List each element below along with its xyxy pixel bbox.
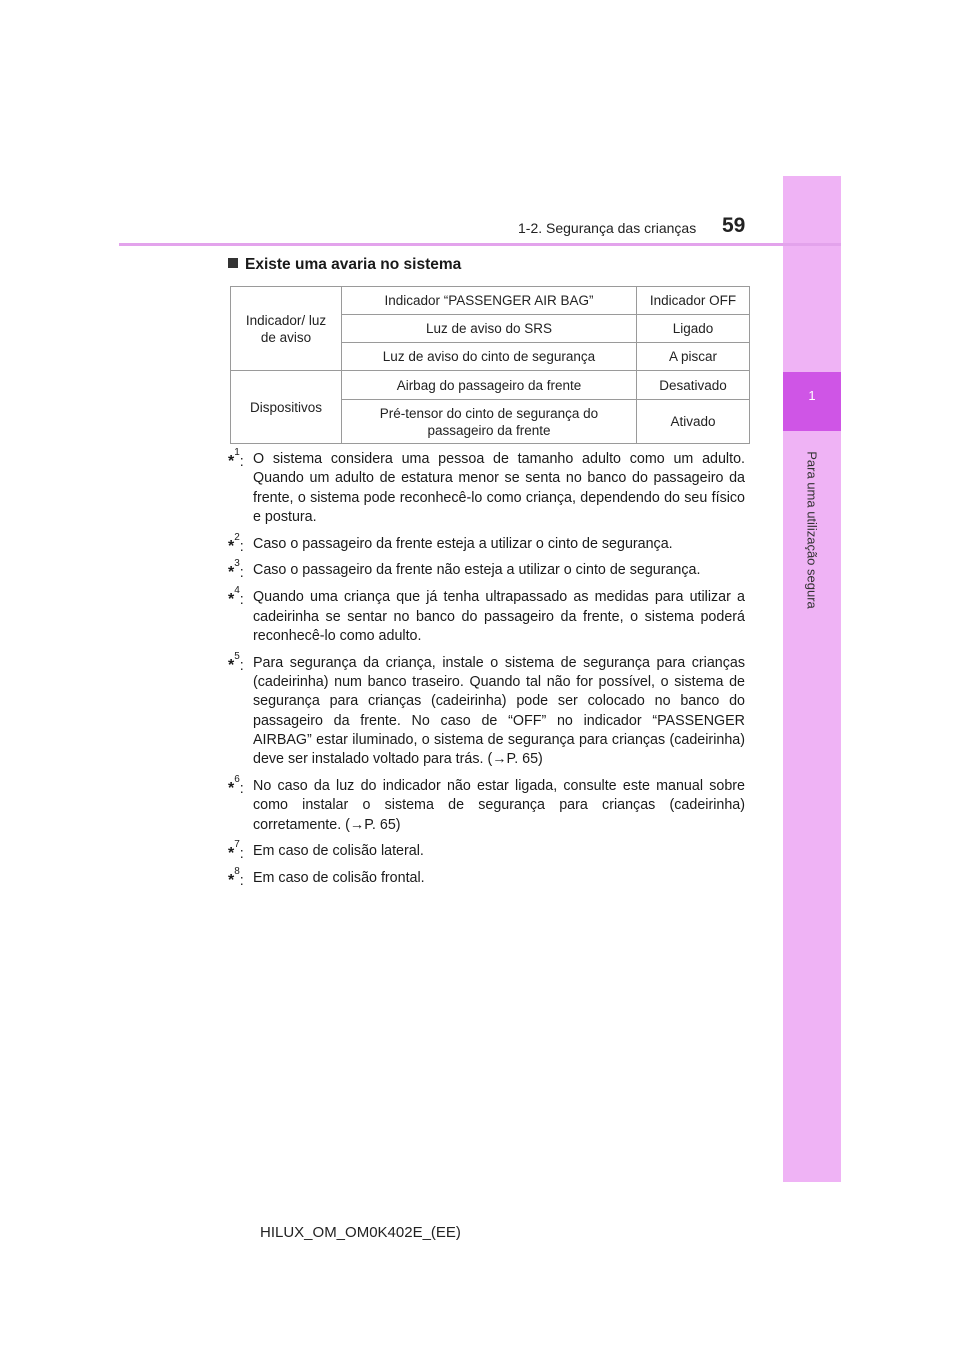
- document-code-footer: HILUX_OM_OM0K402E_(EE): [260, 1224, 461, 1241]
- table-cell-item: Airbag do passageiro da frente: [342, 371, 637, 400]
- chapter-number: 1: [808, 388, 816, 403]
- footnote-star: *: [228, 452, 235, 470]
- square-bullet-icon: [228, 258, 238, 268]
- table-cell-value: Ligado: [637, 315, 750, 343]
- chapter-side-tab: [783, 176, 841, 1182]
- footnote-star: *: [228, 564, 235, 582]
- table-cell-value: Ativado: [637, 400, 750, 444]
- footnote-item: *$^5$: Para segurança da criança, instale o sistema de segurança para crianças (cadeirinha) num banco traseiro. Quando tal não for possível, o sistema de segurança para crianças (cadeirinha) pode ser colocado no banco do passageiro da frente. No caso de “OFF” no indicador “PASSENGER AIRBAG” estar iluminado, o sistema de segurança para crianças (cadeirinha) deve ser instalado voltado para trás. (→P. 65): [228, 650, 745, 768]
- footnote-item: *$^1$: O sistema considera uma pessoa de tamanho adulto como um adulto. Quando um adulto de estatura menor se senta no banco do passageiro da frente, o sistema pode reconhecê-lo como criança, dependendo do seu físico e postura.: [228, 447, 745, 525]
- footnote-star: *: [228, 871, 235, 889]
- table-cell-item: Pré-tensor do cinto de segurança do passageiro da frente: [342, 400, 637, 444]
- footnote-text: O sistema considera uma pessoa de tamanho adulto como um adulto. Quando um adulto de estatura menor se senta no banco do passageiro da frente, o sistema pode reconhecê-lo como criança, dependendo do seu físico e postura.: [253, 451, 745, 525]
- group-label: Dispositivos: [231, 371, 342, 444]
- footnote-star: *: [228, 591, 235, 609]
- page-number: 59: [722, 214, 746, 237]
- table-cell-item: Luz de aviso do SRS: [342, 315, 637, 343]
- footnote-star: *: [228, 656, 235, 674]
- footnote-text: No caso da luz do indicador não estar ligada, consulte este manual sobre como instalar o sistema de segurança para crianças (cadeirinha) corretamente. (→P. 65): [253, 777, 745, 833]
- table-cell-value: A piscar: [637, 343, 750, 371]
- footnote-item: *$^4$: Quando uma criança que já tenha ultrapassado as medidas para utilizar a cadeirinha se sentar no banco do passageiro da frente, o sistema poderá reconhecê-lo como adulto.: [228, 585, 745, 644]
- footnote-text: Em caso de colisão lateral.: [253, 843, 424, 860]
- footnote-item: *$^2$: Caso o passageiro da frente esteja a utilizar o cinto de segurança.: [228, 531, 673, 555]
- table-row: [231, 371, 750, 400]
- footnote-number: 5: [234, 650, 240, 662]
- table-cell-item: Indicador “PASSENGER AIR BAG”: [342, 287, 637, 315]
- status-table: [230, 286, 750, 444]
- footnotes: [228, 447, 745, 896]
- footnote-star: *: [228, 537, 235, 555]
- footnote-number: 8: [234, 866, 240, 878]
- chapter-title: Para uma utilização segura: [804, 451, 820, 609]
- footnote-text: Para segurança da criança, instale o sistema de segurança para crianças (cadeirinha) num banco traseiro. Quando tal não for possível, o sistema de segurança para crianças (cadeirinha) pode ser colocado no banco do passageiro da frente. No caso de “OFF” no indicador “PASSENGER AIRBAG” estar iluminado, o sistema de segurança para crianças (cadeirinha) deve ser instalado voltado para trás. (→P. 65): [253, 654, 745, 768]
- footnote-text: Caso o passageiro da frente esteja a utilizar o cinto de segurança.: [253, 535, 673, 552]
- footnote-number: 1: [234, 447, 240, 458]
- footnote-number: 2: [234, 531, 240, 543]
- footnote-text: Em caso de colisão frontal.: [253, 870, 425, 887]
- footnote-item: *$^6$: No caso da luz do indicador não estar ligada, consulte este manual sobre como instalar o sistema de segurança para crianças (cadeirinha) corretamente. (→P. 65): [228, 773, 745, 833]
- footnote-number: 3: [234, 558, 240, 570]
- footnote-item: *$^3$: Caso o passageiro da frente não esteja a utilizar o cinto de segurança.: [228, 558, 701, 582]
- footnote-text: Caso o passageiro da frente não esteja a utilizar o cinto de segurança.: [253, 562, 701, 579]
- footnote-number: 4: [234, 585, 240, 597]
- group-label: Indicador/ luz de aviso: [231, 287, 342, 371]
- table-cell-item: Luz de aviso do cinto de segurança: [342, 343, 637, 371]
- footnote-text: Quando uma criança que já tenha ultrapassado as medidas para utilizar a cadeirinha se sentar no banco do passageiro da frente, o sistema poderá reconhecê-lo como adulto.: [253, 589, 745, 644]
- header-section-title: 1-2. Segurança das crianças: [518, 220, 697, 236]
- footnote-number: 7: [234, 839, 240, 851]
- footnote-item: *$^8$: Em caso de colisão frontal.: [228, 866, 425, 889]
- table-cell-value: Desativado: [637, 371, 750, 400]
- header-divider: [119, 243, 841, 246]
- section-title-text: Existe uma avaria no sistema: [245, 256, 462, 273]
- footnote-number: 6: [234, 773, 240, 785]
- footnote-item: *$^7$: Em caso de colisão lateral.: [228, 839, 424, 863]
- footnote-star: *: [228, 845, 235, 863]
- table-cell-value: Indicador OFF: [637, 287, 750, 315]
- table-row: [231, 287, 750, 315]
- section-title: [228, 256, 461, 274]
- footnote-star: *: [228, 779, 235, 797]
